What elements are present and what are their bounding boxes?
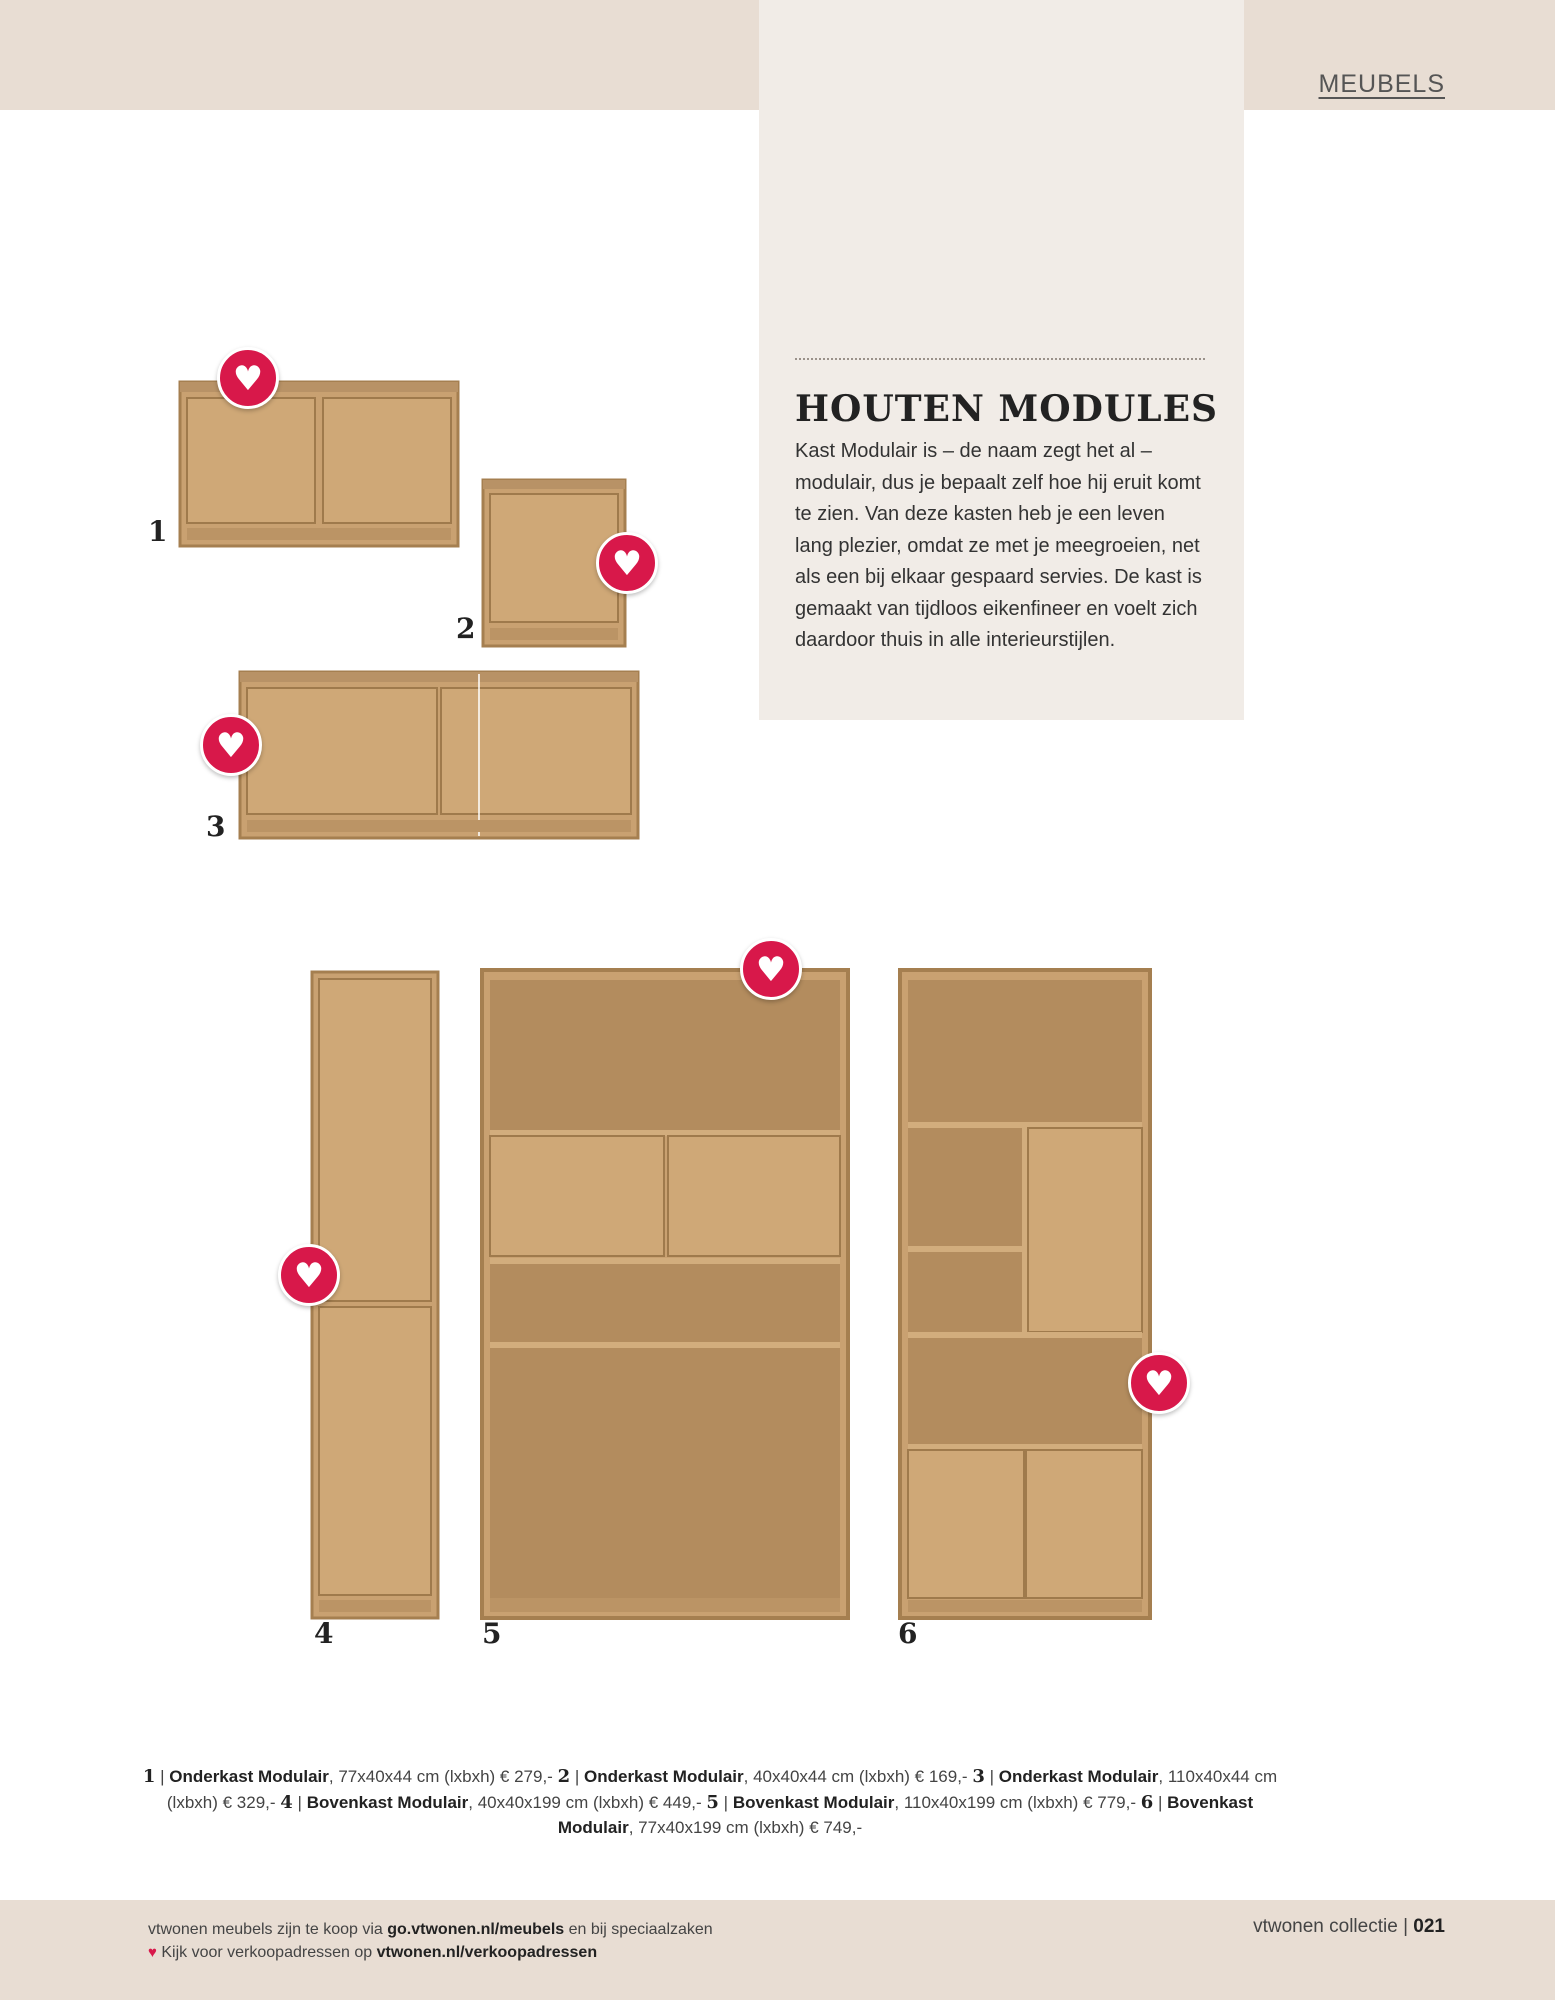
heart-icon: ♥ bbox=[148, 1944, 157, 1961]
product-image-5[interactable] bbox=[480, 968, 850, 1620]
product-image-1[interactable] bbox=[178, 380, 460, 548]
footer-line-1: vtwonen meubels zijn te koop via go.vtwonen.nl/meubels en bij speciaalzaken bbox=[148, 1921, 713, 1938]
footer-link-verkoopadressen[interactable]: vtwonen.nl/verkoopadressen bbox=[376, 1944, 598, 1961]
product-number-4: 4 bbox=[314, 1617, 334, 1650]
footer-link-meubels[interactable]: go.vtwonen.nl/meubels bbox=[387, 1921, 565, 1938]
product-caption: 1 | Onderkast Modulair, 77x40x44 cm (lxbxh) € 279,- 2 | Onderkast Modulair, 40x40x44 cm (lxbxh) € 169,- 3 | Onderkast Modulair, 110x40x44 cm (lxbxh) € 329,- 4 | Bovenkast Modulair, 40x40x199 cm (lxbxh) € 449,- 5 | Bovenkast Modulair, 110x40x199 cm (lxbxh) € 779,- 6 | Bovenkast Modulair, 77x40x199 cm (lxbxh) € 749,- bbox=[142, 1766, 1278, 1837]
page-footer-brand: vtwonen collectie | 021 bbox=[1253, 1916, 1445, 1937]
product-number-6: 6 bbox=[898, 1617, 918, 1650]
product-number-5: 5 bbox=[482, 1617, 502, 1650]
favorite-heart-icon[interactable]: ♥ bbox=[1128, 1352, 1190, 1414]
favorite-heart-icon[interactable]: ♥ bbox=[200, 714, 262, 776]
section-label[interactable]: MEUBELS bbox=[1318, 70, 1445, 98]
product-number-2: 2 bbox=[456, 612, 476, 645]
product-image-6[interactable] bbox=[898, 968, 1152, 1620]
dotted-divider bbox=[795, 358, 1205, 360]
article-title: HOUTEN MODULES bbox=[795, 388, 1219, 430]
article-body: Kast Modulair is – de naam zegt het al – modulair, dus je bepaalt zelf hoe hij eruit komt te zien. Van deze kasten heb je een leven lang plezier, omdat ze met je meegroeien, net als een bij elkaar gespaard servies. De kast is gemaakt van tijdloos eikenfineer en voelt zich daardoor thuis in alle interieurstijlen. bbox=[795, 440, 1202, 651]
footer-info bbox=[148, 1918, 713, 1964]
favorite-heart-icon[interactable]: ♥ bbox=[217, 347, 279, 409]
favorite-heart-icon[interactable]: ♥ bbox=[740, 938, 802, 1000]
product-image-3[interactable] bbox=[238, 670, 640, 840]
page-number: 021 bbox=[1413, 1916, 1445, 1937]
product-number-1: 1 bbox=[148, 515, 168, 548]
product-number-3: 3 bbox=[206, 810, 226, 843]
footer-line-2: ♥ Kijk voor verkoopadressen op vtwonen.nl/verkoopadressen bbox=[148, 1944, 598, 1961]
favorite-heart-icon[interactable]: ♥ bbox=[278, 1244, 340, 1306]
favorite-heart-icon[interactable]: ♥ bbox=[596, 532, 658, 594]
